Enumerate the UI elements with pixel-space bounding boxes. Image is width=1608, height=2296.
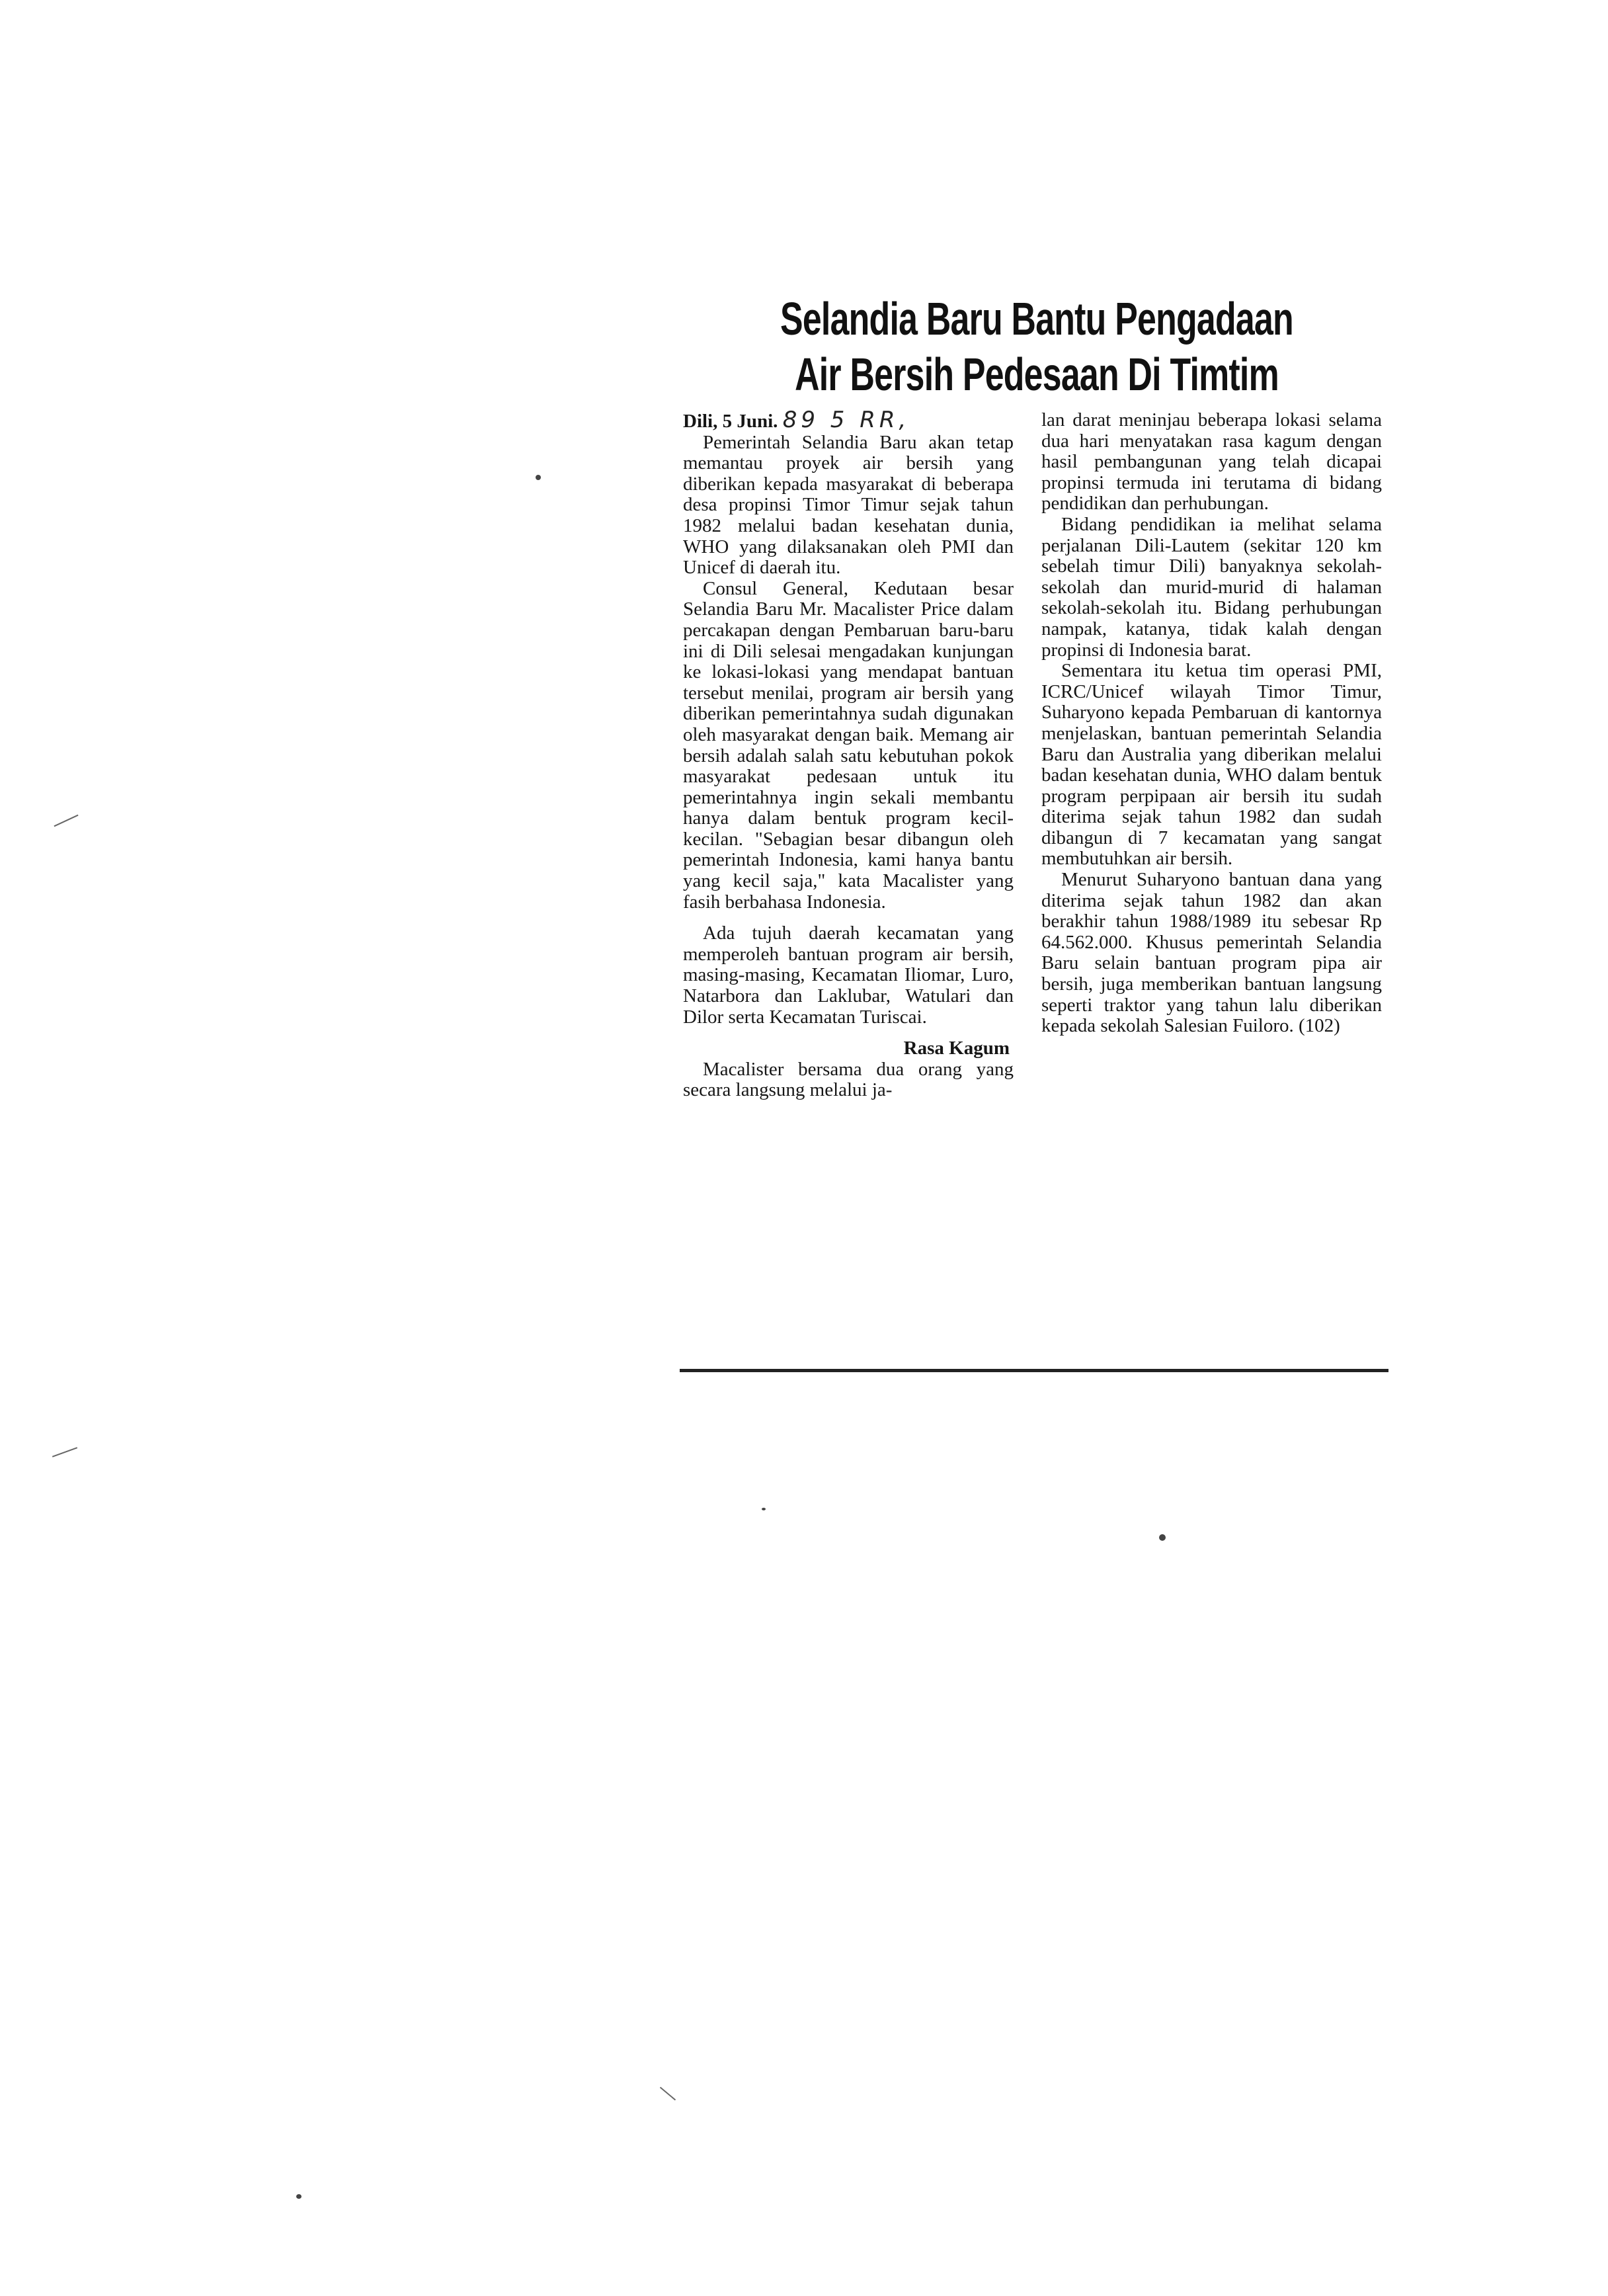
paragraph: Ada tujuh daerah kecamatan yang memperoleh bantuan program air bersih, masing-masing, Kecamatan Iliomar, Luro, Natarbora dan Laklubar, Watulari dan Dilor serta Kecamatan Turiscai. (683, 922, 1014, 1028)
article-column-left (683, 407, 1014, 1101)
scan-mark (660, 2087, 676, 2101)
newspaper-clipping (680, 291, 1394, 1382)
paragraph: lan darat meninjau beberapa lokasi selama dua hari menyatakan rasa kagum dengan hasil pembangunan yang telah dicapai propinsi termuda ini terutama di bidang pendidikan dan perhubungan. (1041, 409, 1382, 514)
scan-mark (54, 815, 78, 827)
paragraph: Pemerintah Selandia Baru akan tetap memantau proyek air bersih yang diberikan kepada masyarakat di beberapa desa propinsi Timor Timur sejak tahun 1982 melalui badan kesehatan dunia, WHO yang dilaksanakan oleh PMI dan Unicef di daerah itu. (683, 431, 1014, 579)
paragraph: Macalister bersama dua orang yang secara langsung melalui ja- (683, 1058, 1014, 1101)
scan-speck (536, 475, 541, 480)
article-column-right (1041, 410, 1382, 1037)
scan-mark (52, 1447, 77, 1457)
paragraph: Consul General, Kedutaan besar Selandia Baru Mr. Macalister Price dalam percakapan dengan Pembaruan baru-baru ini di Dili selesai mengadakan kunjungan ke lokasi-lokasi yang mendapat bantuan tersebut menilai, program air bersih yang diberikan pemerintahnya sudah digunakan oleh masyarakat dengan baik. Memang air bersih adalah salah satu kebutuhan pokok masyarakat pedesaan untuk itu pemerintahnya ingin sekali membantu hanya dalam bentuk program kecil-kecilan. "Sebagian besar dibangun oleh pemerintah Indonesia, kami hanya bantu yang kecil saja," kata Macalister yang fasih berbahasa Indonesia. (683, 577, 1014, 913)
paragraph: Sementara itu ketua tim operasi PMI, ICRC/Unicef wilayah Timor Timur, Suharyono kepada Pembaruan di kantornya menjelaskan, bantuan pemerintah Selandia Baru dan Australia yang diberikan melalui badan kesehatan dunia, WHO dalam bentuk program perpipaan air bersih itu sudah diterima sejak tahun 1982 dan sudah dibangun di 7 kecamatan yang sangat membutuhkan air bersih. (1041, 660, 1382, 870)
article-headline (772, 291, 1301, 402)
dateline-row (683, 407, 1014, 433)
paragraph: Bidang pendidikan ia melihat selama perjalanan Dili-Lautem (sekitar 120 km sebelah timur Dili) banyaknya sekolah-sekolah dan murid-murid di halaman sekolah-sekolah itu. Bidang perhubungan nampak, katanya, tidak kalah dengan propinsi di Indonesia barat. (1041, 513, 1382, 661)
handwritten-date: 89 5 RR, (782, 407, 910, 433)
dateline: Dili, 5 Juni. (683, 411, 778, 432)
headline-line-2: Air Bersih Pedesaan Di Timtim (795, 348, 1279, 400)
scan-speck (762, 1508, 766, 1510)
bottom-rule (680, 1369, 1388, 1372)
headline-line-1: Selandia Baru Bantu Pengadaan (780, 293, 1293, 345)
subheading: Rasa Kagum (903, 1038, 1010, 1059)
paragraph: Menurut Suharyono bantuan dana yang diterima sejak tahun 1982 dan akan berakhir tahun 1988/1989 itu sebesar Rp 64.562.000. Khusus pemerintah Selandia Baru selain bantuan program pipa air bersih, juga memberikan bantuan langsung seperti traktor yang tahun lalu diberikan kepada sekolah Salesian Fuiloro. (102) (1041, 869, 1382, 1037)
scan-speck (296, 2194, 302, 2199)
scan-speck (1159, 1534, 1166, 1541)
